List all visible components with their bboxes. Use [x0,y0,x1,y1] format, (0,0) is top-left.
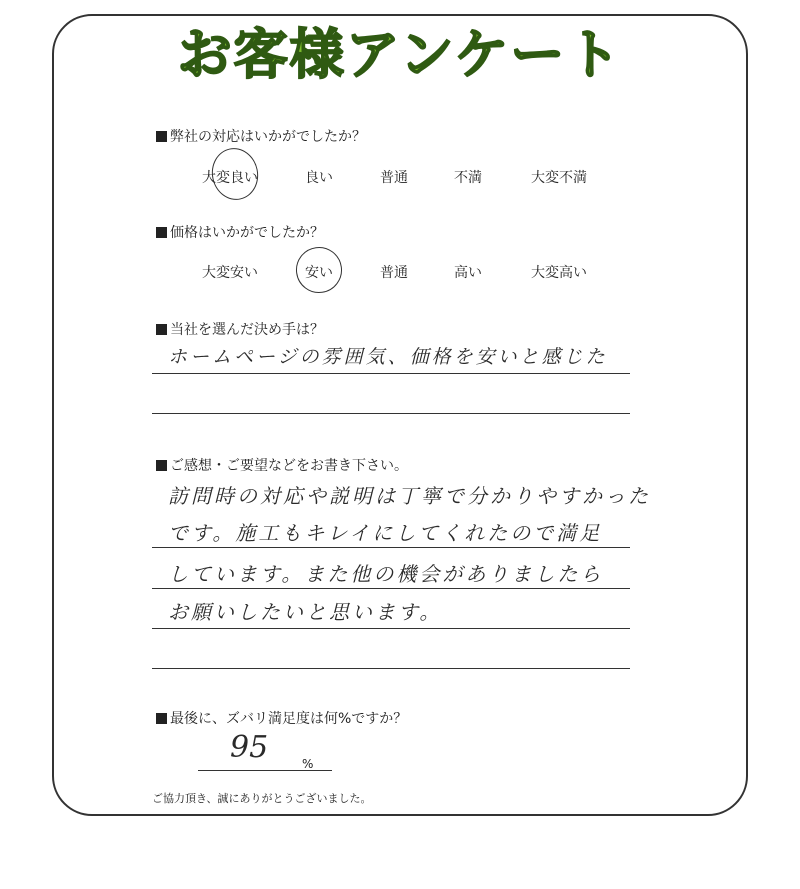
thanks-message: ご協力頂き、誠にありがとうございました。 [152,792,372,805]
handwritten-comment-line: お願いしたいと思います。 [168,600,443,624]
handwritten-comment-line: しています。また他の機会がありましたら [168,562,604,586]
answer-line [152,373,630,374]
square-bullet-icon [156,131,167,142]
question-label: 当社を選んだ決め手は？ [170,322,324,338]
option-dissatisfied[interactable]: 不満 [454,170,482,186]
square-bullet-icon [156,324,167,335]
percent-unit: % [302,757,314,771]
question-label: 価格はいかがでしたか？ [170,225,324,241]
option-average[interactable]: 普通 [380,265,408,281]
handwritten-comment-line: です。施工もキレイにしてくれたので満足 [168,521,603,545]
answer-line [152,547,630,548]
option-very-cheap[interactable]: 大変安い [202,265,258,281]
question-satisfaction [156,126,366,146]
handwritten-answer: ホームページの雰囲気、価格を安いと感じた [168,346,608,368]
option-average[interactable]: 普通 [380,170,408,186]
answer-line [152,628,630,629]
option-very-dissatisfied[interactable]: 大変不満 [531,170,587,186]
option-good[interactable]: 良い [305,170,333,186]
option-very-expensive[interactable]: 大変高い [531,265,587,281]
question-satisfaction-percent [156,708,407,728]
handwritten-comment-line: 訪問時の対応や説明は丁寧で分かりやすかった [168,484,651,508]
square-bullet-icon [156,227,167,238]
option-expensive[interactable]: 高い [454,265,482,281]
answer-line [152,668,630,669]
question-label: 弊社の対応はいかがでしたか？ [170,129,366,145]
handwritten-percent-value: 95 [230,730,269,765]
answer-line [152,413,630,414]
percent-line [198,770,332,771]
answer-line [152,588,630,589]
square-bullet-icon [156,713,167,724]
square-bullet-icon [156,460,167,471]
question-label: ご感想・ご要望などをお書き下さい。 [170,458,408,474]
survey-title: お客様アンケート [177,23,623,86]
question-comments [156,455,408,475]
question-label: 最後に、ズバリ満足度は何%ですか？ [170,711,408,727]
option-very-good[interactable]: 大変良い [202,170,258,186]
option-cheap[interactable]: 安い [305,265,333,281]
question-reason [156,319,324,339]
question-price [156,222,324,242]
